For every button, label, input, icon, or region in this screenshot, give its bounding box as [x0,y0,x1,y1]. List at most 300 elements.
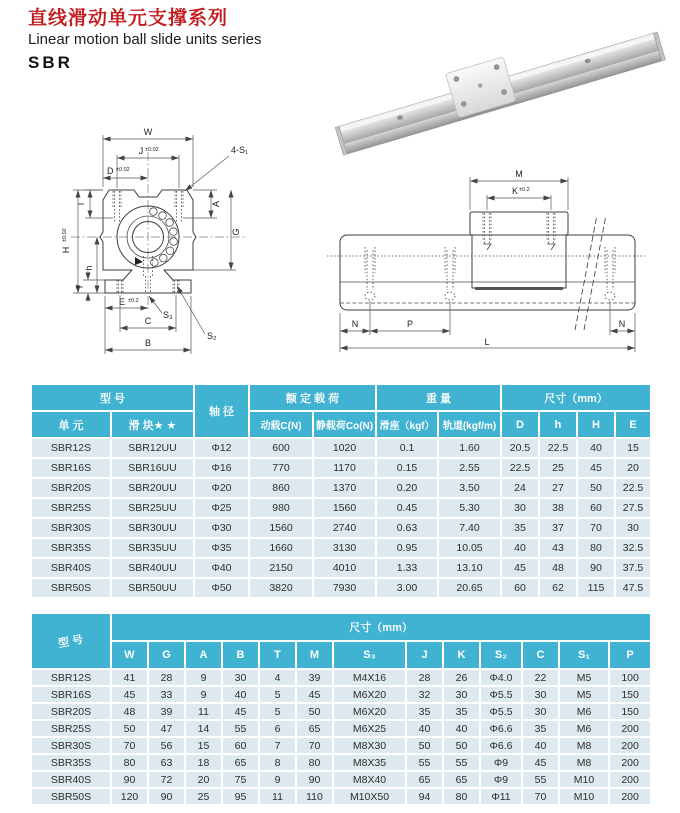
table-cell: 90 [111,771,148,788]
dim-tol-e: ±0.2 [128,298,139,304]
table-cell: M6 [559,720,609,737]
table-cell: 4 [259,669,296,686]
table-cell: 9 [185,669,222,686]
table-cell: 150 [609,703,651,720]
table-cell: 15 [615,438,651,458]
table-cell: 94 [406,788,443,805]
dim-label-c: C [144,316,152,326]
spec-table-loads [30,383,652,599]
table-cell: 200 [609,737,651,754]
table-cell: 41 [111,669,148,686]
table-cell: 0.20 [376,478,438,498]
table-cell: 110 [296,788,333,805]
table-cell: SBR50S [31,788,111,805]
table-cell: 90 [148,788,185,805]
break-lines [575,215,606,330]
table-cell: 22 [522,669,559,686]
table-cell: 600 [249,438,313,458]
col-a: A [185,641,222,669]
dim-label-t: T [75,284,85,290]
table-cell: SBR30S [31,518,111,538]
dim-label-n-left: N [351,319,359,329]
table-cell: Φ6.6 [480,720,522,737]
dim-label-j: J [138,146,144,156]
top-hole-right [175,191,183,222]
table-cell: 1660 [249,538,313,558]
table-cell: 1.60 [438,438,501,458]
table-cell: M6 [559,703,609,720]
table-cell: SBR40UU [111,558,194,578]
table-cell: 72 [148,771,185,788]
table-cell: 30 [222,669,259,686]
table-cell: 45 [501,558,539,578]
table-cell: SBR20UU [111,478,194,498]
table-cell: Φ4.0 [480,669,522,686]
table-cell: 4010 [313,558,376,578]
table-cell: 45 [222,703,259,720]
table-cell: 28 [406,669,443,686]
dim-label-i: I [76,202,86,206]
table-cell: 45 [522,754,559,771]
product-photo-rail-render [330,28,675,160]
table-cell: 47.5 [615,578,651,598]
table-cell: 2150 [249,558,313,578]
table-cell: SBR35S [31,754,111,771]
table-cell: 50 [111,720,148,737]
table-cell: 38 [539,498,577,518]
rail-assembly [330,28,666,155]
table-cell: 70 [577,518,615,538]
table-row [31,438,651,458]
table-cell: 20 [185,771,222,788]
table-cell: 0.1 [376,438,438,458]
table-cell: 25 [185,788,222,805]
table-cell: 80 [443,788,480,805]
table-cell: M10 [559,771,609,788]
table-cell: 90 [296,771,333,788]
table-cell: SBR40S [31,771,111,788]
header-group-row [31,613,651,641]
table-cell: 860 [249,478,313,498]
table-cell: 45 [577,458,615,478]
dim-label-g: G [231,228,241,236]
base-hole-right [173,280,179,293]
table-cell: 1.33 [376,558,438,578]
dim-label-n-right: N [618,319,626,329]
dim-label-h-cap: H [61,246,71,254]
table-cell: Φ9 [480,754,522,771]
table-cell: 7.40 [438,518,501,538]
dim-label-a: A [211,200,221,208]
col-group-shaft: 轴 径 [194,384,249,438]
table-cell: 70 [111,737,148,754]
header-sub-row [31,411,651,438]
front-view-drawing [35,110,315,368]
page-title-zh: 直线滑动单元支撑系列 [28,8,229,29]
col-b: B [222,641,259,669]
col-slider: 滑 块★ ★ [111,411,194,438]
table-cell: 50 [443,737,480,754]
table-cell: 55 [222,720,259,737]
table-cell: 200 [609,754,651,771]
table-row [31,703,651,720]
table-cell: 40 [522,737,559,754]
table-cell: 33 [148,686,185,703]
table-cell: 37 [539,518,577,538]
col-k: K [443,641,480,669]
table-cell: 15 [185,737,222,754]
table-cell: 90 [577,558,615,578]
table-row [31,498,651,518]
table-cell: 24 [501,478,539,498]
header-group-row [31,384,651,411]
table-cell: 6 [259,720,296,737]
table-cell: 95 [222,788,259,805]
col-unit: 单 元 [31,411,111,438]
col-group-dims: 尺寸（mm） [111,613,651,641]
table-cell: 65 [222,754,259,771]
table-cell: 9 [185,686,222,703]
table-cell: Φ25 [194,498,249,518]
table-cell: 55 [522,771,559,788]
table-cell: 62 [539,578,577,598]
col-static-load: 静载荷Co(N) [313,411,376,438]
table-cell: SBR20S [31,478,111,498]
col-seat-weight: 滑座（kgf） [376,411,438,438]
table-cell: 45 [296,686,333,703]
table-cell: 30 [443,686,480,703]
table-body [31,669,651,805]
table-cell: 3.00 [376,578,438,598]
table-cell: 55 [443,754,480,771]
table-cell: 980 [249,498,313,518]
col-dynamic-load: 动载C(N) [249,411,313,438]
table-cell: 20 [615,458,651,478]
table-cell: 35 [406,703,443,720]
table-cell: SBR12S [31,438,111,458]
base-hole-left [117,280,123,293]
table-row [31,771,651,788]
dim-tol-k: ±0.2 [519,187,530,193]
table-cell: SBR12S [31,669,111,686]
table-cell: 10.05 [438,538,501,558]
col-j: J [406,641,443,669]
table-row [31,518,651,538]
table-cell: 65 [443,771,480,788]
table-cell: 35 [522,720,559,737]
col-e: E [615,411,651,438]
slide-block-outline [470,212,568,289]
table-cell: 3.50 [438,478,501,498]
table-cell: M5 [559,669,609,686]
page-header [28,3,261,73]
table-cell: 26 [443,669,480,686]
table-cell: 63 [148,754,185,771]
table-row [31,788,651,805]
table-cell: SBR30UU [111,518,194,538]
table-cell: 32 [406,686,443,703]
dim-label-d: D [107,166,114,176]
col-s3: S₃ [333,641,406,669]
table-cell: 30 [501,498,539,518]
table-cell: M8X30 [333,737,406,754]
slide-block [445,57,516,118]
table-cell: 65 [296,720,333,737]
col-w: W [111,641,148,669]
table-cell: 100 [609,669,651,686]
table-row [31,754,651,771]
table-cell: 200 [609,771,651,788]
table-cell: 0.45 [376,498,438,518]
table-cell: 8 [259,754,296,771]
table-cell: 39 [296,669,333,686]
table-cell: 3130 [313,538,376,558]
col-p: P [609,641,651,669]
table-cell: SBR50S [31,578,111,598]
table-cell: Φ6.6 [480,737,522,754]
table-cell: 1370 [313,478,376,498]
table-cell: 27 [539,478,577,498]
page-title-en: Linear motion ball slide units series [28,31,262,48]
top-hole-left [113,191,121,222]
table-cell: 1560 [249,518,313,538]
table-cell: 40 [501,538,539,558]
dim-label-e: E [119,297,126,307]
col-s1: S₁ [559,641,609,669]
table-cell: 3820 [249,578,313,598]
table-cell: 20.65 [438,578,501,598]
table-row [31,458,651,478]
table-cell: SBR20S [31,703,111,720]
table-cell: M8X40 [333,771,406,788]
dim-label-p: P [406,319,414,329]
table-cell: 115 [577,578,615,598]
split-wedge [135,257,143,265]
table-cell: SBR35UU [111,538,194,558]
table-cell: 35 [443,703,480,720]
table-cell: SBR16UU [111,458,194,478]
table-row [31,720,651,737]
dim-label-s2: S₂ [207,331,217,341]
table-cell: 32.5 [615,538,651,558]
table-cell: 22.5 [615,478,651,498]
dim-tol-h-cap: ±0.02 [62,228,68,242]
side-view-drawing [325,155,670,360]
table-row [31,538,651,558]
spec-table-dimensions [30,612,652,806]
table-cell: 7 [259,737,296,754]
table-cell: M6X20 [333,686,406,703]
col-d: D [501,411,539,438]
table-cell: 11 [185,703,222,720]
table-cell: 80 [296,754,333,771]
table-cell: 50 [296,703,333,720]
table-cell: SBR25S [31,720,111,737]
col-t: T [259,641,296,669]
table-cell: Φ50 [194,578,249,598]
table-cell: 55 [406,754,443,771]
table-cell: M4X16 [333,669,406,686]
table-cell: M5 [559,686,609,703]
dim-tol-j: ±0.02 [145,147,159,153]
col-group-weight: 重 量 [376,384,501,411]
dim-label-w: W [143,127,153,137]
table-cell: Φ11 [480,788,522,805]
col-group-dims: 尺寸（mm） [501,384,651,411]
dimensions [61,127,248,354]
table-cell: 48 [539,558,577,578]
table-cell: 65 [406,771,443,788]
col-h: h [539,411,577,438]
table-cell: 30 [615,518,651,538]
dim-label-h: h [84,265,94,271]
table-cell: SBR25S [31,498,111,518]
table-cell: 1170 [313,458,376,478]
block-screw-left [483,213,491,250]
table-row [31,669,651,686]
col-m: M [296,641,333,669]
table-cell: 43 [539,538,577,558]
table-cell: 39 [148,703,185,720]
table-cell: 37.5 [615,558,651,578]
table-cell: 27.5 [615,498,651,518]
table-cell: 2740 [313,518,376,538]
table-cell: Φ12 [194,438,249,458]
table-cell: Φ5.5 [480,686,522,703]
col-rail-weight: 轨道(kgf/m) [438,411,501,438]
header-sub-row [31,641,651,669]
table-cell: 18 [185,754,222,771]
table-cell: 14 [185,720,222,737]
table-cell: 45 [111,686,148,703]
series-code: SBR [28,53,73,72]
col-c: C [522,641,559,669]
table-cell: SBR16S [31,458,111,478]
table-cell: 28 [148,669,185,686]
table-cell: 30 [522,686,559,703]
table-cell: M6X20 [333,703,406,720]
table-cell: 200 [609,788,651,805]
table-cell: 22.5 [501,458,539,478]
table-cell: 50 [406,737,443,754]
table-cell: 40 [406,720,443,737]
table-cell: 48 [111,703,148,720]
table-cell: M10X50 [333,788,406,805]
table-cell: SBR30S [31,737,111,754]
block-screw-right [547,213,555,250]
table-row [31,737,651,754]
table-cell: 56 [148,737,185,754]
table-cell: 1020 [313,438,376,458]
table-cell: 7930 [313,578,376,598]
table-row [31,686,651,703]
table-cell: SBR40S [31,558,111,578]
table-cell: 60 [222,737,259,754]
table-cell: 5.30 [438,498,501,518]
table-cell: 40 [222,686,259,703]
dim-label-k: K [511,186,519,196]
table-cell: 200 [609,720,651,737]
table-body [31,438,651,598]
table-cell: 80 [577,538,615,558]
dim-label-b: B [144,338,152,348]
table-cell: 35 [501,518,539,538]
table-cell: Φ5.5 [480,703,522,720]
table-row [31,578,651,598]
table-cell: M6X25 [333,720,406,737]
table-cell: 120 [111,788,148,805]
table-cell: 22.5 [539,438,577,458]
col-group-model: 型 号 [31,613,111,669]
table-cell: Φ16 [194,458,249,478]
table-row [31,478,651,498]
table-cell: 0.63 [376,518,438,538]
table-cell: Φ40 [194,558,249,578]
table-cell: 0.15 [376,458,438,478]
table-cell: SBR12UU [111,438,194,458]
dim-tol-d: ±0.02 [116,167,130,173]
table-cell: SBR35S [31,538,111,558]
col-h-cap: H [577,411,615,438]
table-cell: 13.10 [438,558,501,578]
table-cell: 9 [259,771,296,788]
col-s2: S₂ [480,641,522,669]
table-cell: Φ30 [194,518,249,538]
table-cell: SBR16S [31,686,111,703]
col-group-load: 额 定 载 荷 [249,384,376,411]
table-row [31,558,651,578]
table-cell: 60 [501,578,539,598]
table-cell: 50 [577,478,615,498]
dimensions [340,169,635,352]
table-cell: 25 [539,458,577,478]
table-cell: SBR50UU [111,578,194,598]
table-cell: 5 [259,686,296,703]
table-cell: 1560 [313,498,376,518]
table-cell: 75 [222,771,259,788]
table-cell: 20.5 [501,438,539,458]
table-cell: M8 [559,754,609,771]
dim-label-s3: S₃ [163,310,173,320]
table-cell: M10 [559,788,609,805]
table-cell: 70 [296,737,333,754]
table-cell: M8 [559,737,609,754]
table-cell: 40 [443,720,480,737]
table-cell: 5 [259,703,296,720]
table-cell: 2.55 [438,458,501,478]
dim-label-m: M [515,169,523,179]
table-cell: 47 [148,720,185,737]
table-cell: Φ20 [194,478,249,498]
table-cell: 770 [249,458,313,478]
table-cell: 80 [111,754,148,771]
table-cell: 0.95 [376,538,438,558]
table-cell: 70 [522,788,559,805]
table-cell: 40 [577,438,615,458]
table-cell: 60 [577,498,615,518]
table-cell: 150 [609,686,651,703]
table-cell: SBR25UU [111,498,194,518]
dim-label-4s1: 4-S₁ [231,145,249,155]
table-cell: 11 [259,788,296,805]
table-cell: M8X35 [333,754,406,771]
table-cell: 30 [522,703,559,720]
table-cell: Φ35 [194,538,249,558]
dim-label-l: L [484,337,490,347]
col-g: G [148,641,185,669]
col-group-model: 型 号 [31,384,194,411]
table-cell: Φ9 [480,771,522,788]
